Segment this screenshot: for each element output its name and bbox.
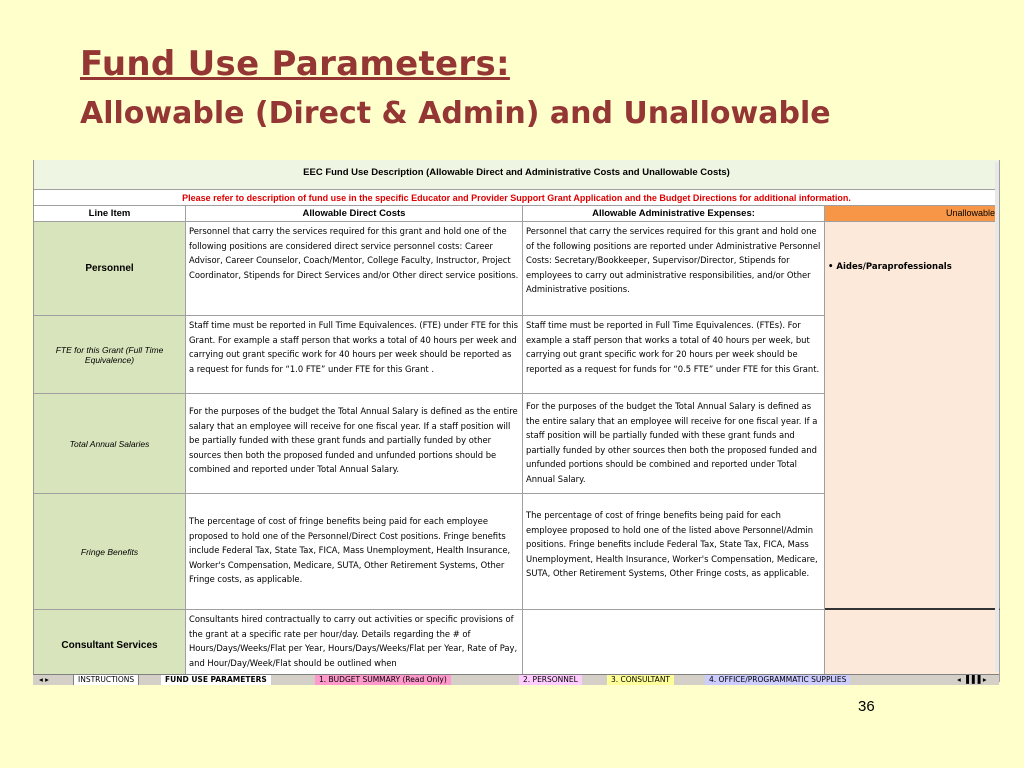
slide-subtitle: Allowable (Direct & Admin) and Unallowable [80, 96, 831, 131]
cell-consultant-direct: Consultants hired contractually to carry out activities or specific provisions of the grant at a specific rate per hour/day. Details regarding the # of Hours/Days/Weeks/Flat per Year, Hours/Days/Weeks/Flat per Year, Rate of Pay, and Hour/Day/Week/Flat should be outlined when [186, 610, 523, 682]
row-label-fringe: Fringe Benefits [34, 494, 186, 610]
cell-salaries-admin: For the purposes of the budget the Total Annual Salary is defined as the entire salary that an employee will receive for one fiscal year. If a staff position will be partially funded with these grant funds and partially funded by other sources then both the proposed funded and unfunded portions should be combined and reported under Total Annual Salary. [523, 394, 825, 494]
cell-personnel-direct: Personnel that carry the services required for this grant and hold one of the following positions are considered direct service personnel costs: Career Advisor, Career Counselor, Coach/Mentor, College Faculty, Instructor, Project Coordinator, Stipends for Direct Services and/or Other direct service positions. [186, 222, 523, 316]
slide-title: Fund Use Parameters: [80, 44, 510, 84]
cell-personnel-admin: Personnel that carry the services required for this grant and hold one of the following positions are reported under Administrative Personnel Costs: Secretary/Bookkeeper, Supervisor/Director, Stipends for employees to carry out administrative responsibilities, and/or Other Administrative positions. [523, 222, 825, 316]
tab-budget-summary[interactable]: 1. BUDGET SUMMARY (Read Only) [315, 675, 451, 685]
sheet-header: EEC Fund Use Description (Allowable Direct and Administrative Costs and Unallowable Costs) [34, 160, 1000, 190]
tab-instructions[interactable]: INSTRUCTIONS [73, 675, 139, 685]
horizontal-scrollbar[interactable]: ◂ ▐▐▐ ▸ [953, 675, 991, 685]
cell-personnel-unallowable: • Aides/Paraprofessionals [828, 262, 952, 272]
tab-fund-use-parameters[interactable]: FUND USE PARAMETERS [161, 675, 271, 685]
row-label-consultant: Consultant Services [34, 610, 186, 682]
cell-salaries-direct: For the purposes of the budget the Total Annual Salary is defined as the entire salary that an employee will receive for one fiscal year. If a staff position will be partially funded with these grant funds and partially funded by other sources then both the proposed funded and unfunded portions should be combined and reported under Total Annual Salary. [186, 394, 523, 494]
cell-unallowable-merged [825, 222, 1000, 610]
tab-scroll-arrows-icon[interactable]: ◂ ▸ [39, 675, 49, 684]
cell-fte-direct: Staff time must be reported in Full Time Equivalences. (FTE) under FTE for this Grant. For example a staff person that works a total of 40 hours per week and carrying out grant specific work for 40 hours per week should be reported as a request for funds for “1.0 FTE” under FTE for this Grant . [186, 316, 523, 394]
vertical-scrollbar[interactable] [995, 162, 999, 672]
spreadsheet [33, 160, 1000, 682]
tab-office-supplies[interactable]: 4. OFFICE/PROGRAMMATIC SUPPLIES [705, 675, 850, 685]
row-label-fte: FTE for this Grant (Full Time Equivalence) [34, 316, 186, 394]
cell-fte-admin: Staff time must be reported in Full Time Equivalences. (FTEs). For example a staff person that works a total of 40 hours per week, but carrying out grant specific work for 20 hours per week should be reported as a request for funds for “0.5 FTE” under FTE for this Grant. [523, 316, 825, 394]
cell-consultant-unallowable [825, 610, 1000, 682]
row-label-salaries: Total Annual Salaries [34, 394, 186, 494]
page-number: 36 [858, 698, 875, 715]
col-header-admin: Allowable Administrative Expenses: [523, 206, 825, 222]
cell-fringe-direct: The percentage of cost of fringe benefits being paid for each employee proposed to hold one of the Personnel/Direct Cost positions. Fringe benefits include Federal Tax, State Tax, FICA, Mass Unemployment, Health Insurance, Worker's Compensation, Medicare, SUTA, Other Retirement Systems, Other Fringe costs, as applicable. [186, 494, 523, 610]
tab-consultant[interactable]: 3. CONSULTANT [607, 675, 674, 685]
sheet-notice: Please refer to description of fund use in the specific Educator and Provider Support Grant Application and the Budget Directions for additional information. [34, 190, 1000, 206]
cell-consultant-admin [523, 610, 825, 682]
sheet-tab-bar [33, 674, 999, 685]
tab-personnel[interactable]: 2. PERSONNEL [519, 675, 582, 685]
col-header-direct: Allowable Direct Costs [186, 206, 523, 222]
col-header-line-item: Line Item [34, 206, 186, 222]
cell-fringe-admin: The percentage of cost of fringe benefits being paid for each employee proposed to hold one of the listed above Personnel/Admin positions. Fringe benefits include Federal Tax, State Tax, FICA, Mass Unemployment, Health Insurance, Worker's Compensation, Medicare, SUTA, Other Retirement Systems, Other Fringe costs, as applicable. [523, 494, 825, 610]
col-header-unallowable: Unallowable [825, 206, 1000, 222]
row-label-personnel: Personnel [34, 222, 186, 316]
